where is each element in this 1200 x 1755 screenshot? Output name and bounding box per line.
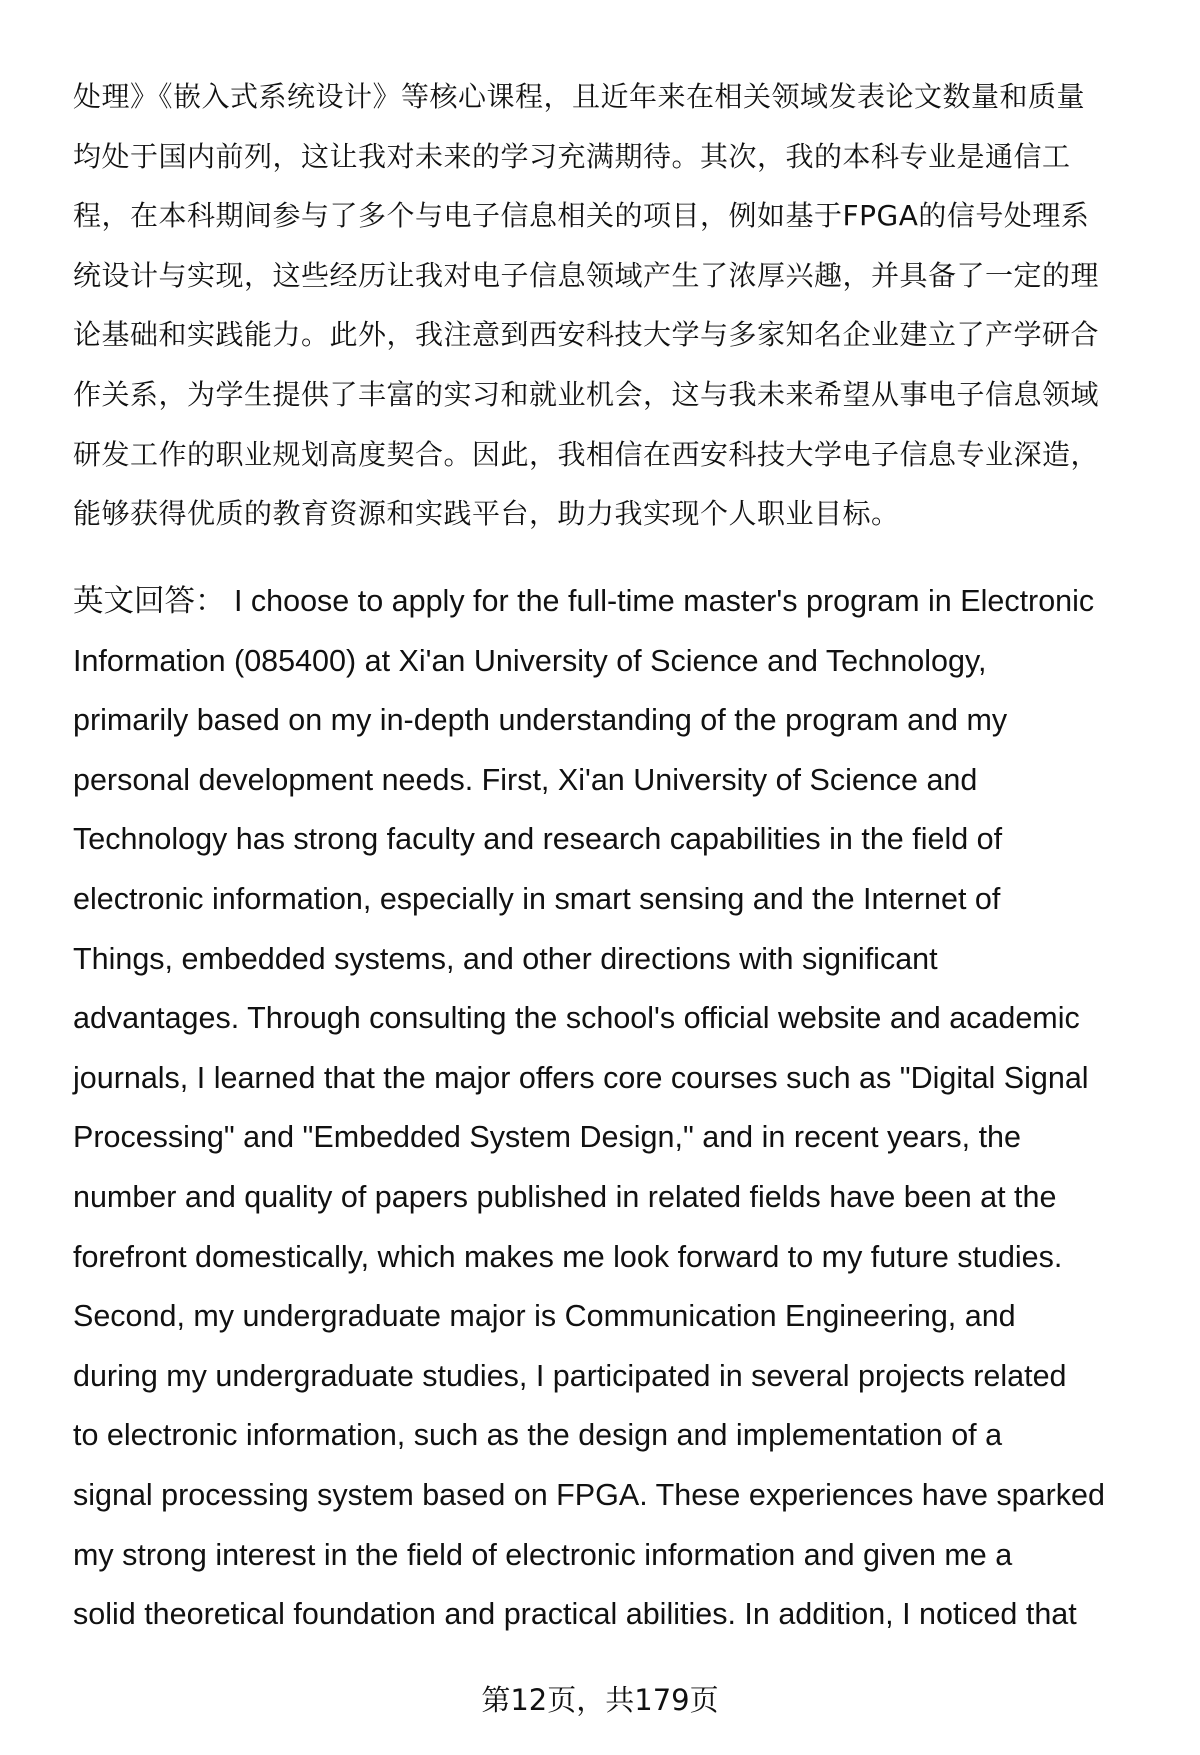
- english-text-line: 英文回答： I choose to apply for the full-time master's program in Electronic: [73, 584, 1095, 618]
- english-text-line: primarily based on my in-depth understanding of the program and my: [73, 703, 1008, 738]
- english-text-line: Second, my undergraduate major is Communication Engineering, and: [73, 1299, 1016, 1334]
- chinese-text-line: 处理》《嵌入式系统设计》等核心课程，且近年来在相关领域发表论文数量和质量: [73, 80, 1086, 113]
- english-text-line: personal development needs. First, Xi'an University of Science and: [73, 762, 978, 797]
- english-text-line: Processing" and "Embedded System Design," and in recent years, the: [73, 1120, 1021, 1155]
- english-text-line: Things, embedded systems, and other directions with significant: [73, 941, 938, 976]
- chinese-text-line: 统设计与实现，这些经历让我对电子信息领域产生了浓厚兴趣，并具备了一定的理: [73, 258, 1100, 292]
- chinese-text-line: 能够获得优质的教育资源和实践平台，助力我实现个人职业目标。: [73, 497, 900, 531]
- english-text-line: during my undergraduate studies, I participated in several projects related: [73, 1358, 1067, 1393]
- english-text-line: to electronic information, such as the design and implementation of a: [73, 1418, 1003, 1453]
- english-text-line: solid theoretical foundation and practical abilities. In addition, I noticed that: [73, 1597, 1077, 1632]
- page-number: 第12页，共179页: [481, 1683, 719, 1717]
- chinese-text-line: 程，在本科期间参与了多个与电子信息相关的项目，例如基于FPGA的信号处理系: [73, 199, 1090, 233]
- english-text-line: Technology has strong faculty and research capabilities in the field of: [73, 822, 1003, 857]
- english-text-line: journals, I learned that the major offers core courses such as "Digital Signal: [73, 1060, 1089, 1095]
- chinese-text-line: 作关系，为学生提供了丰富的实习和就业机会，这与我未来希望从事电子信息领域: [73, 378, 1100, 411]
- english-text-line: my strong interest in the field of electronic information and given me a: [73, 1537, 1013, 1572]
- english-text-line: Information (085400) at Xi'an University of Science and Technology,: [73, 643, 987, 678]
- english-text-line: advantages. Through consulting the school's official website and academic: [73, 1001, 1080, 1036]
- english-text-line: forefront domestically, which makes me look forward to my future studies.: [73, 1239, 1063, 1274]
- chinese-text-line: 论基础和实践能力。此外，我注意到西安科技大学与多家知名企业建立了产学研合: [73, 318, 1100, 352]
- chinese-text-line: 均处于国内前列，这让我对未来的学习充满期待。其次，我的本科专业是通信工: [73, 139, 1071, 173]
- chinese-text-line: 研发工作的职业规划高度契合。因此，我相信在西安科技大学电子信息专业深造，: [73, 437, 1100, 471]
- english-text-line: signal processing system based on FPGA. These experiences have sparked: [73, 1478, 1105, 1512]
- english-text-line: electronic information, especially in smart sensing and the Internet of: [73, 882, 1001, 916]
- english-text-line: number and quality of papers published in related fields have been at the: [73, 1180, 1057, 1214]
